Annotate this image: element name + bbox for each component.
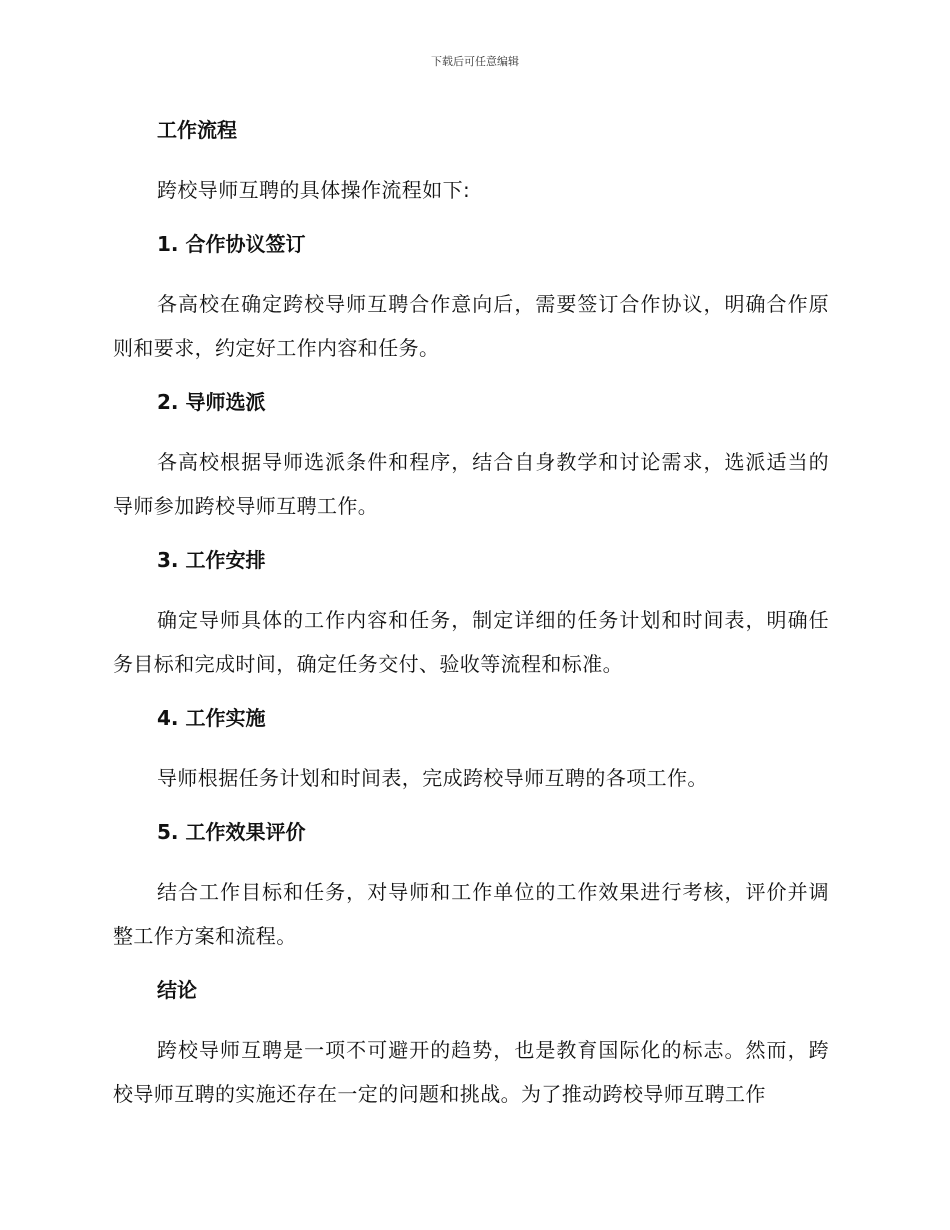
- paragraph-arrangement: 确定导师具体的工作内容和任务，制定详细的任务计划和时间表，明确任务目标和完成时间，确定任务交付、验收等流程和标准。: [113, 608, 829, 676]
- section-heading-conclusion: 结论: [157, 978, 197, 1002]
- section-heading-agreement: 1. 合作协议签订: [157, 232, 306, 256]
- paragraph-selection: 各高校根据导师选派条件和程序，结合自身教学和讨论需求，选派适当的导师参加跨校导师互聘工作。: [113, 450, 829, 518]
- paragraph-intro: 跨校导师互聘的具体操作流程如下:: [157, 178, 471, 202]
- section-heading-evaluation: 5. 工作效果评价: [157, 820, 306, 844]
- paragraph-conclusion: 跨校导师互聘是一项不可避开的趋势，也是教育国际化的标志。然而，跨校导师互聘的实施还存在一定的问题和挑战。为了推动跨校导师互聘工作: [113, 1038, 829, 1106]
- paragraph-evaluation: 结合工作目标和任务，对导师和工作单位的工作效果进行考核，评价并调整工作方案和流程。: [113, 880, 829, 948]
- document-body: [113, 112, 829, 1130]
- page-header: 下载后可任意编辑: [431, 55, 519, 68]
- section-heading-selection: 2. 导师选派: [157, 390, 266, 414]
- section-heading-implementation: 4. 工作实施: [157, 706, 266, 730]
- paragraph-agreement: 各高校在确定跨校导师互聘合作意向后，需要签订合作协议，明确合作原则和要求，约定好工作内容和任务。: [113, 292, 829, 360]
- paragraph-implementation: 导师根据任务计划和时间表，完成跨校导师互聘的各项工作。: [157, 766, 708, 790]
- section-heading-workflow: 工作流程: [157, 118, 237, 142]
- section-heading-arrangement: 3. 工作安排: [157, 548, 266, 572]
